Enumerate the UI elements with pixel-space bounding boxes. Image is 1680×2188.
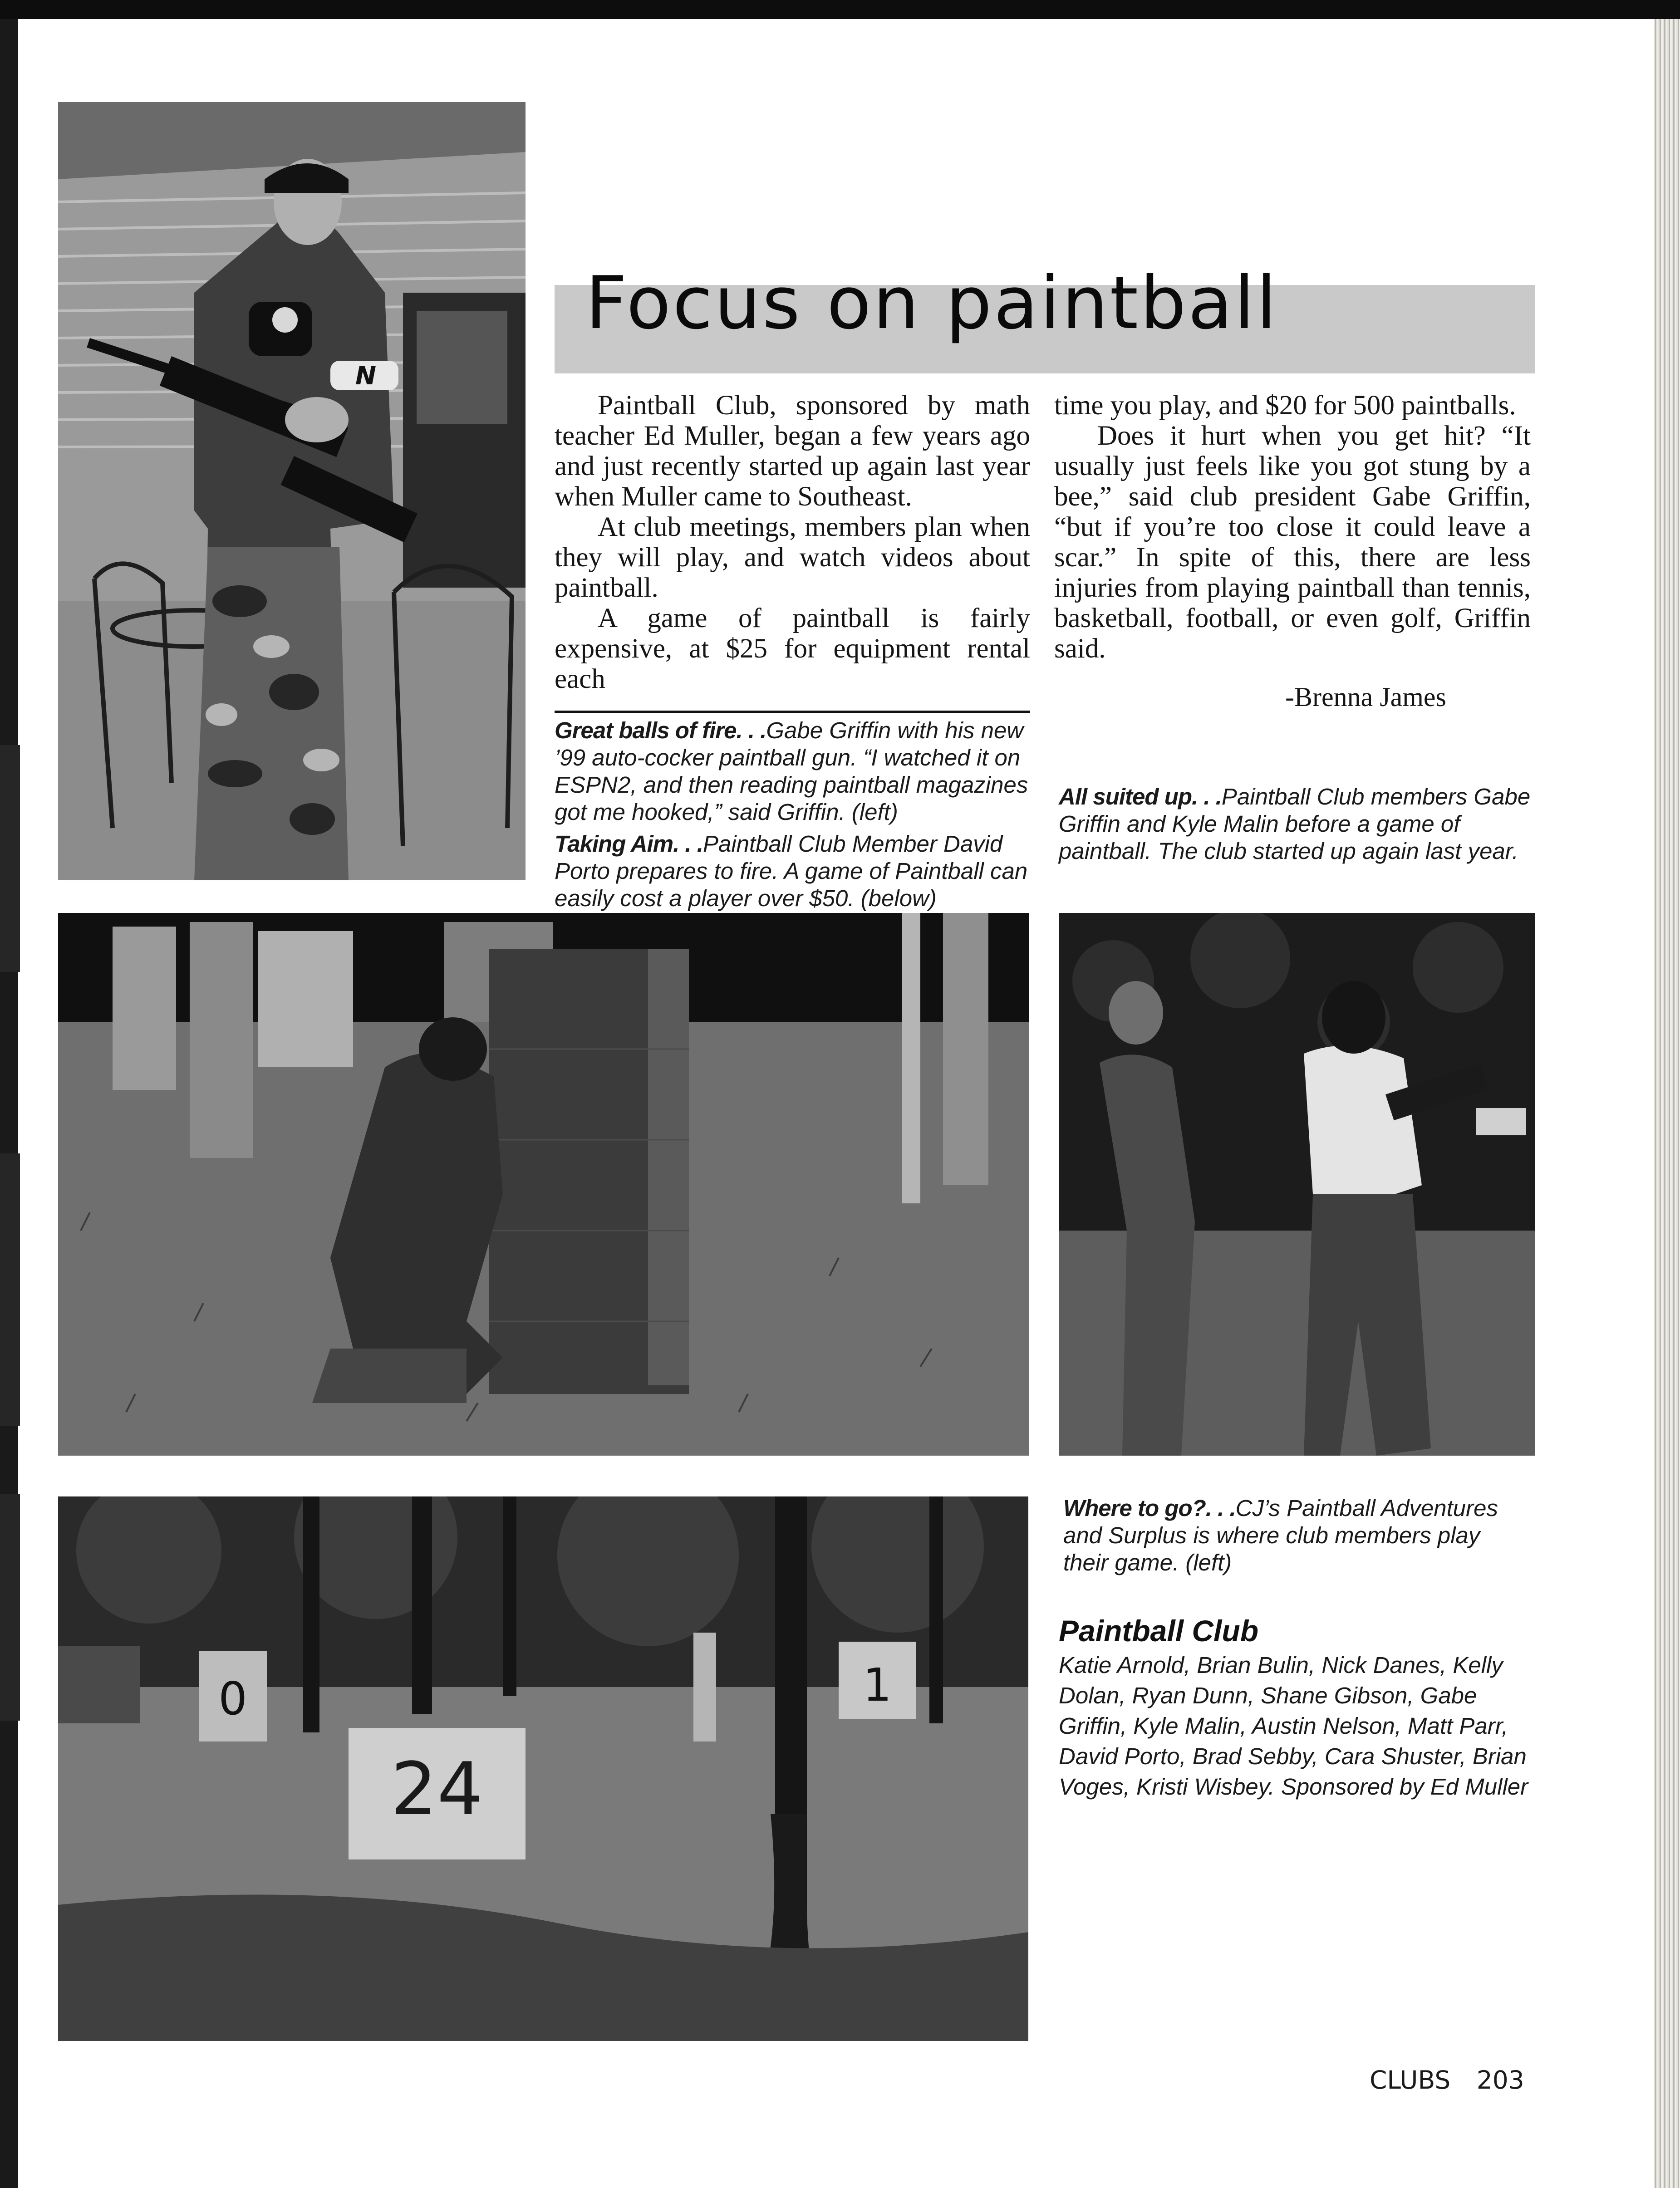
story-paragraph: At club meetings, members plan when they will play, and watch videos about paintball. — [555, 512, 1030, 603]
field-bunker — [199, 1651, 267, 1742]
caption-lead: Great balls of fire. . . — [555, 717, 766, 743]
page-title: Focus on paintball — [585, 260, 1278, 345]
bunker-number: 1 — [863, 1658, 892, 1712]
page-number: 203 — [1476, 2065, 1524, 2095]
caption-lead: Where to go?. . . — [1063, 1495, 1236, 1521]
caption-text: Paintball Club members Gabe Griffin and Kyle Malin before a game of paintball. The club started up again last year. — [1059, 784, 1531, 864]
caption-lead: Taking Aim. . . — [555, 831, 703, 857]
photo-paintball-field — [58, 1496, 1028, 2041]
roster-heading: Paintball Club — [1059, 1614, 1259, 1648]
photo-david-porto — [58, 913, 1029, 1456]
caption-text: Gabe Griffin with his new ’99 auto-cocker paintball gun. “I watched it on ESPN2, and then reading paintball magazines got me hooked,” said Griffin. (left) — [555, 717, 1028, 825]
field-bunker — [349, 1728, 526, 1859]
bunker-number: 0 — [218, 1672, 247, 1725]
story-paragraph: Paintball Club, sponsored by math teacher Ed Muller, began a few years ago and just recently started up again last year when Muller came to Southeast. — [555, 390, 1030, 512]
caption-taking-aim — [555, 830, 1030, 912]
top-scan-border — [0, 0, 1680, 19]
caption-text: Paintball Club Member David Porto prepares to fire. A game of Paintball can easily cost a player over $50. (below) — [555, 831, 1028, 911]
byline: -Brenna James — [1285, 682, 1446, 712]
story-paragraph: Does it hurt when you get hit? “It usually just feels like you got stung by a bee,” said club president Gabe Griffin, “but if you’re too close it could leave a scar.” In spite of this, there are less injuries from playing paintball than tennis, basketball, football, or even golf, Griffin said. — [1054, 421, 1531, 664]
caption-all-suited-up — [1059, 783, 1540, 865]
field-bunker — [839, 1642, 916, 1719]
caption-rule — [555, 711, 1030, 713]
caption-great-balls — [555, 717, 1030, 826]
caption-text: CJ’s Paintball Adventures and Surplus is where club members play their game. (left) — [1063, 1495, 1498, 1575]
caption-lead: All suited up. . . — [1059, 784, 1222, 809]
page-folio — [1370, 2065, 1524, 2095]
caption-where-to-go — [1063, 1495, 1531, 1576]
facing-page-edge — [0, 19, 57, 2188]
photo-all-suited-up — [1059, 913, 1535, 1456]
section-name: CLUBS — [1370, 2065, 1451, 2095]
story-paragraph: A game of paintball is fairly expensive, at $25 for equipment rental each — [555, 603, 1030, 694]
svg-text:N: N — [355, 361, 377, 390]
story-column-2 — [1054, 390, 1531, 664]
bunker-number: 24 — [391, 1746, 483, 1831]
photo-gabe-griffin — [58, 102, 526, 880]
story-paragraph: time you play, and $20 for 500 paintballs. — [1054, 390, 1516, 421]
roster-members: Katie Arnold, Brian Bulin, Nick Danes, Kelly Dolan, Ryan Dunn, Shane Gibson, Gabe Griffin, Kyle Malin, Austin Nelson, Matt Parr, David Porto, Brad Sebby, Cara Shuster, Brian Voges, Kristi Wisbey. Sponsored by Ed Muller — [1059, 1652, 1528, 1800]
right-page-edge — [1654, 19, 1680, 2188]
story-column-1 — [555, 390, 1030, 694]
